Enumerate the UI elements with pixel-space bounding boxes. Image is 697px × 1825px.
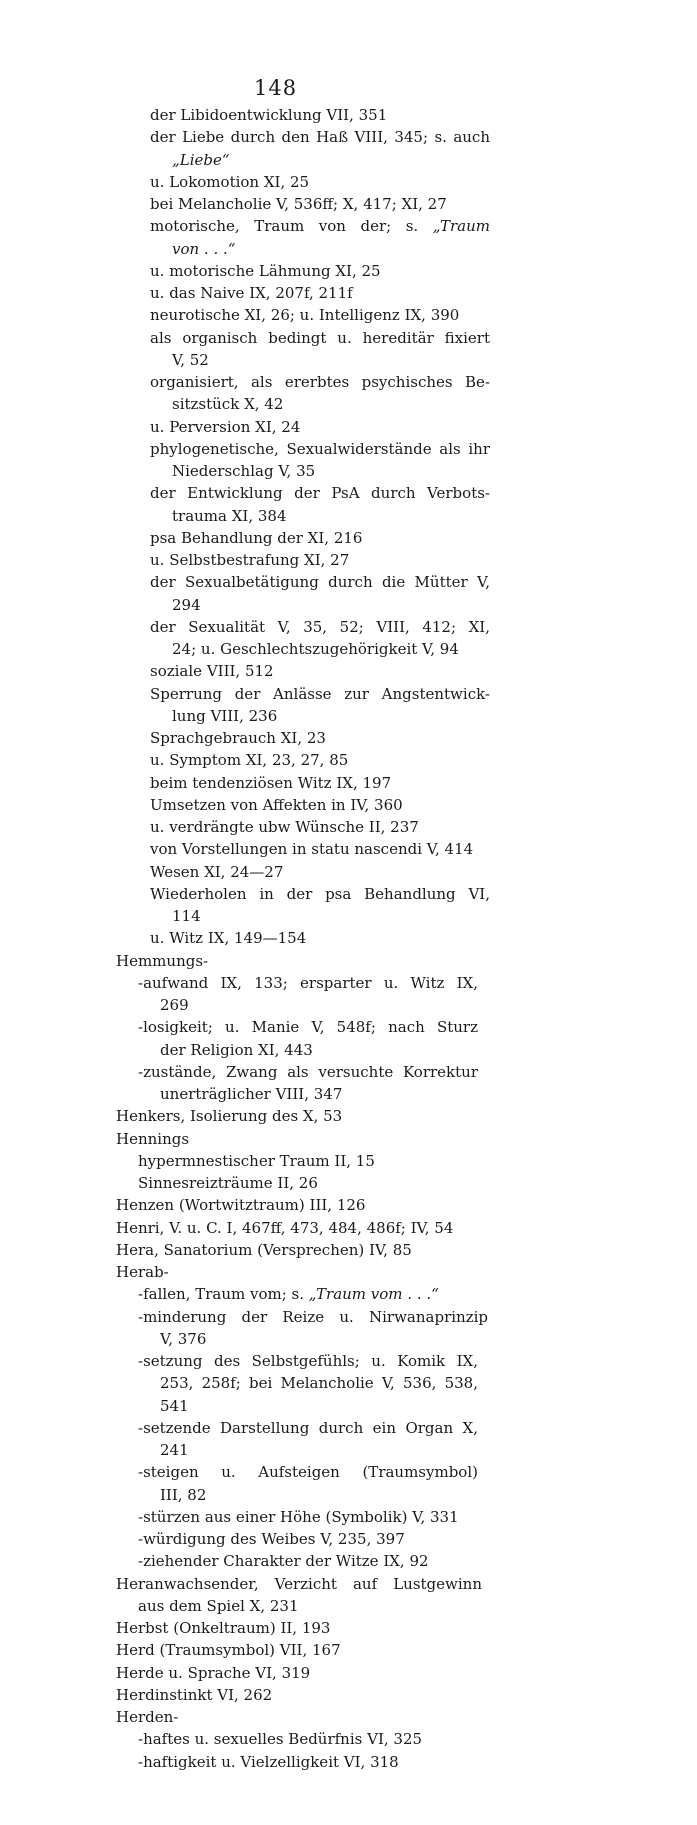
index-entry xyxy=(150,215,490,260)
entry-continuation-line: V, 376 xyxy=(160,1329,207,1348)
entry-line: -zustände, Zwang als versuchte Korrektur xyxy=(138,1062,478,1081)
entry-line: u. Selbstbestrafung XI, 27 xyxy=(150,551,350,569)
entry-line: u. das Naive IX, 207f, 211f xyxy=(150,284,353,302)
index-entry xyxy=(138,1061,478,1106)
entry-line: der Sexualbetätigung durch die Mütter V, xyxy=(150,573,490,592)
index-entry xyxy=(150,861,480,883)
entry-continuation-line: 114 xyxy=(172,907,201,925)
entry-line: Herbst (Onkeltraum) II, 193 xyxy=(116,1619,331,1637)
entry-line: -haftigkeit u. Vielzelligkeit VI, 318 xyxy=(138,1752,399,1771)
entry-line: Sinnesreizträume II, 26 xyxy=(138,1174,318,1192)
index-entry xyxy=(150,816,480,838)
entry-line: u. Witz IX, 149—154 xyxy=(150,929,307,948)
entry-line: hypermnestischer Traum II, 15 xyxy=(138,1151,375,1170)
entry-line: u. Perversion XI, 24 xyxy=(150,417,301,436)
entry-line: der Entwicklung der PsA durch Verbots- xyxy=(150,484,490,503)
index-entry xyxy=(116,1105,476,1127)
entry-line: Sperrung der Anlässe zur Angstentwick- xyxy=(150,684,490,703)
entry-line: beim tendenziösen Witz IX, 197 xyxy=(150,773,392,792)
index-entry xyxy=(150,794,480,816)
entry-continuation-line: 24; u. Geschlechtszugehörigkeit V, 94 xyxy=(172,640,459,658)
entry-line: u. motorische Lähmung XI, 25 xyxy=(150,261,381,280)
entry-continuation-line: III, 82 xyxy=(160,1485,207,1504)
index-entry xyxy=(150,126,490,171)
entry-line: Heranwachsender, Verzicht auf Lustgewinn xyxy=(116,1574,482,1593)
index-entry xyxy=(150,371,490,416)
index-entry xyxy=(138,1506,478,1528)
index-entry xyxy=(116,1639,476,1661)
entry-line: der Sexualität V, 35, 52; VIII, 412; XI, xyxy=(150,617,490,636)
index-entry xyxy=(150,193,490,215)
entry-line: Hemmungs- xyxy=(116,951,209,970)
entry-continuation-line: von . . .“ xyxy=(172,239,236,258)
index-entry xyxy=(138,1150,478,1172)
entry-line: als organisch bedingt u. hereditär fixiert xyxy=(150,328,490,347)
index-entry xyxy=(150,549,480,571)
entry-line: Henzen (Wortwitztraum) III, 126 xyxy=(116,1196,366,1215)
index-entry xyxy=(150,482,490,527)
index-entry xyxy=(138,1751,478,1773)
index-entry xyxy=(138,1728,478,1750)
index-entry xyxy=(150,660,480,682)
entry-line: Umsetzen von Affekten in IV, 360 xyxy=(150,795,403,814)
index-entry xyxy=(138,1306,488,1351)
entry-line: -aufwand IX, 133; ersparter u. Witz IX, xyxy=(138,973,478,992)
index-entry xyxy=(116,1239,476,1261)
index-entry xyxy=(138,1016,478,1061)
entry-continuation-line: 294 xyxy=(172,595,201,614)
entry-line: der Liebe durch den Haß VIII, 345; s. auch xyxy=(150,128,490,147)
entry-continuation-line: aus dem Spiel X, 231 xyxy=(138,1596,299,1615)
entry-line: soziale VIII, 512 xyxy=(150,662,274,681)
index-entry xyxy=(150,927,480,949)
entry-line: Herd (Traumsymbol) VII, 167 xyxy=(116,1641,341,1660)
index-entry xyxy=(150,171,480,193)
entry-line: Henri, V. u. C. I, 467ff, 473, 484, 486f; IV, 54 xyxy=(116,1218,454,1237)
entry-line: Herdinstinkt VI, 262 xyxy=(116,1685,273,1704)
entry-line: phylogenetische, Sexualwiderstände als ihr xyxy=(150,439,490,458)
index-entry xyxy=(116,1194,476,1216)
entry-line: -haftes u. sexuelles Bedürfnis VI, 325 xyxy=(138,1730,423,1749)
entry-line: motorische, Traum von der; s. „Traum xyxy=(150,217,490,236)
index-entry xyxy=(150,749,480,771)
entry-line: Hennings xyxy=(116,1129,190,1148)
index-entry xyxy=(150,327,490,372)
entry-line: Herden- xyxy=(116,1708,179,1726)
entry-continuation-line: V, 52 xyxy=(172,350,209,369)
index-entry xyxy=(138,1350,478,1417)
entry-continuation-line: 253, 258f; bei Melancholie V, 536, 538, xyxy=(160,1374,478,1393)
entry-continuation-line: trauma XI, 384 xyxy=(172,506,287,525)
index-entry xyxy=(138,1417,478,1462)
entry-continuation-line: der Religion XI, 443 xyxy=(160,1040,313,1059)
entry-line: -fallen, Traum vom; s. „Traum vom . . .“ xyxy=(138,1285,439,1304)
index-entry xyxy=(150,616,490,661)
index-entries xyxy=(0,104,697,1773)
entry-continuation-line: Niederschlag V, 35 xyxy=(172,462,316,480)
entry-line: Wiederholen in der psa Behandlung VI, xyxy=(150,884,490,903)
entry-line: Herde u. Sprache VI, 319 xyxy=(116,1663,311,1682)
entry-line: -minderung der Reize u. Nirwanaprinzip xyxy=(138,1307,488,1326)
index-entry xyxy=(150,416,480,438)
index-entry xyxy=(116,1662,476,1684)
entry-continuation-line: 241 xyxy=(160,1441,189,1459)
index-entry xyxy=(116,1261,476,1283)
index-entry xyxy=(150,438,490,483)
entry-line: -würdigung des Weibes V, 235, 397 xyxy=(138,1530,405,1548)
entry-line: Wesen XI, 24—27 xyxy=(150,862,284,881)
index-entry xyxy=(138,1283,488,1305)
page-number: 148 xyxy=(254,76,298,100)
index-entry xyxy=(150,727,480,749)
entry-line: u. verdrängte ubw Wünsche II, 237 xyxy=(150,818,419,836)
entry-line: -ziehender Charakter der Witze IX, 92 xyxy=(138,1552,429,1571)
index-entry xyxy=(116,1617,476,1639)
index-entry xyxy=(150,883,490,928)
entry-line: Hera, Sanatorium (Versprechen) IV, 85 xyxy=(116,1240,412,1259)
index-entry xyxy=(116,1128,476,1150)
entry-line: -setzung des Selbstgefühls; u. Komik IX, xyxy=(138,1352,478,1370)
entry-line: -stürzen aus einer Höhe (Symbolik) V, 331 xyxy=(138,1507,459,1526)
index-entry xyxy=(150,838,490,860)
entry-continuation-line: 269 xyxy=(160,996,189,1014)
index-entry xyxy=(150,260,480,282)
entry-line: psa Behandlung der XI, 216 xyxy=(150,528,363,547)
index-entry xyxy=(150,772,480,794)
index-entry xyxy=(138,1461,478,1506)
entry-continuation-line: lung VIII, 236 xyxy=(172,706,278,725)
entry-continuation-line: unerträglicher VIII, 347 xyxy=(160,1085,343,1103)
entry-line: u. Symptom XI, 23, 27, 85 xyxy=(150,751,349,770)
index-entry xyxy=(150,683,490,728)
entry-continuation-line: sitzstück X, 42 xyxy=(172,395,284,414)
entry-line: neurotische XI, 26; u. Intelligenz IX, 390 xyxy=(150,306,460,325)
entry-continuation-line: „Liebe“ xyxy=(172,150,230,169)
index-entry xyxy=(150,104,480,126)
entry-line: -steigen u. Aufsteigen (Traumsymbol) xyxy=(138,1463,478,1482)
entry-line: u. Lokomotion XI, 25 xyxy=(150,172,310,191)
index-entry xyxy=(138,1172,478,1194)
index-entry xyxy=(150,304,490,326)
index-entry xyxy=(116,1706,476,1728)
entry-line: Herab- xyxy=(116,1263,169,1281)
entry-line: Sprachgebrauch XI, 23 xyxy=(150,729,326,747)
entry-line: von Vorstellungen in statu nascendi V, 414 xyxy=(150,840,474,859)
entry-continuation-line: 541 xyxy=(160,1396,189,1415)
index-entry xyxy=(150,282,480,304)
entry-line: organisiert, als ererbtes psychisches Be- xyxy=(150,373,490,391)
index-entry xyxy=(138,972,478,1017)
entry-line: der Libidoentwicklung VII, 351 xyxy=(150,106,388,124)
entry-line: Henkers, Isolierung des X, 53 xyxy=(116,1107,343,1126)
index-entry xyxy=(150,527,480,549)
index-entry xyxy=(116,950,476,972)
index-entry xyxy=(116,1217,482,1239)
entry-line: bei Melancholie V, 536ff; X, 417; XI, 27 xyxy=(150,195,447,213)
index-entry xyxy=(150,571,490,616)
index-entry xyxy=(116,1573,482,1618)
index-entry xyxy=(116,1684,476,1706)
entry-line: -setzende Darstellung durch ein Organ X, xyxy=(138,1418,478,1437)
index-entry xyxy=(138,1550,478,1572)
index-entry xyxy=(138,1528,478,1550)
entry-line: -losigkeit; u. Manie V, 548f; nach Sturz xyxy=(138,1018,478,1037)
